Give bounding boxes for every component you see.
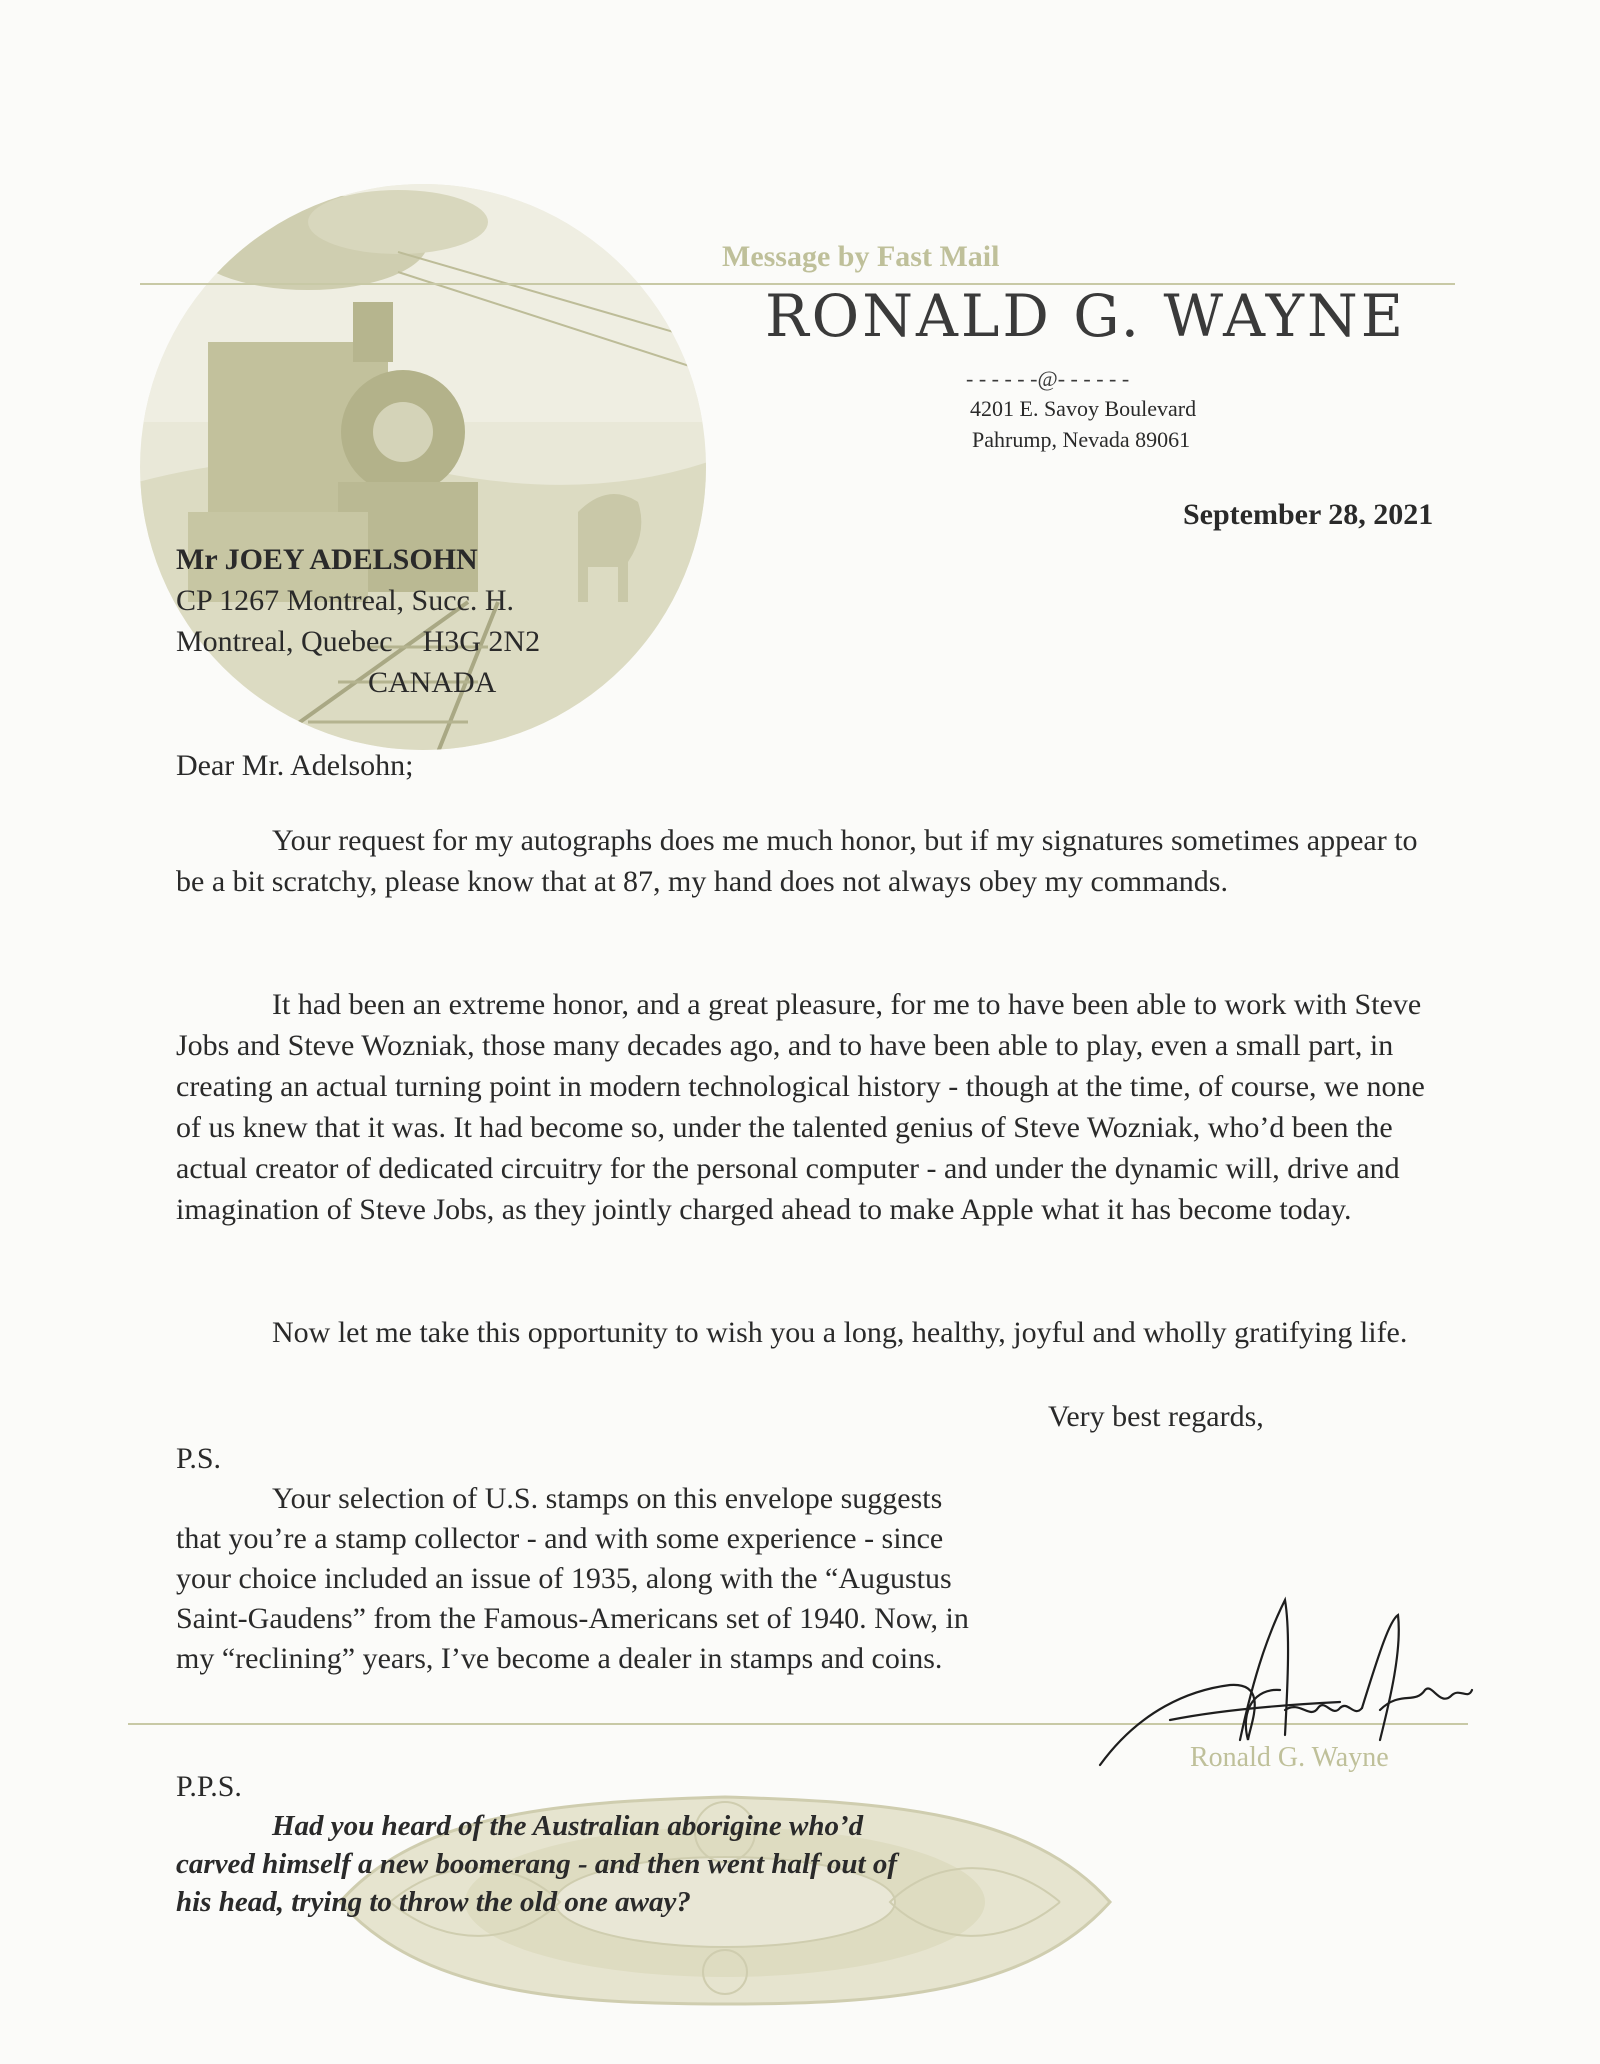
body-paragraph-2: It had been an extreme honor, and a great pleasure, for me to have been able to work with Steve Jobs and Steve Wozniak, those many decades ago, and to have been able to play, even a small part, in creating an actual turning point in modern technological history - though at the time, of course, we none of us knew that it was. It had become so, under the talented genius of Steve Wozniak, who’d been the actual creator of dedicated circuitry for the personal computer - and under the dynamic will, drive and imagination of Steve Jobs, as they jointly charged ahead to make Apple what it has become today. xyxy=(176,988,1425,1226)
letterhead-address-line1: 4201 E. Savoy Boulevard xyxy=(970,396,1197,421)
letterhead-address-line2: Pahrump, Nevada 89061 xyxy=(972,427,1191,452)
salutation: Dear Mr. Adelsohn; xyxy=(176,749,414,782)
letterhead-separator: - - - - - -@- - - - - - xyxy=(966,366,1130,391)
signature-printed-name: Ronald G. Wayne xyxy=(1190,1742,1389,1773)
ps-label: P.S. xyxy=(176,1442,222,1475)
letterhead-tagline: Message by Fast Mail xyxy=(722,240,1000,273)
closing: Very best regards, xyxy=(1048,1400,1264,1433)
pps-label: P.P.S. xyxy=(176,1770,242,1803)
recipient-address-line1: CP 1267 Montreal, Succ. H. xyxy=(176,584,515,617)
body-paragraph-3: Now let me take this opportunity to wish you a long, healthy, joyful and wholly gratifying life. xyxy=(272,1316,1408,1349)
recipient-address-line2: Montreal, Quebec H3G 2N2 xyxy=(176,625,541,658)
recipient-address-line3: CANADA xyxy=(368,666,497,699)
recipient-name: Mr JOEY ADELSOHN xyxy=(176,543,478,576)
pps-text: Had you heard of the Australian aborigine who’d carved himself a new boomerang - and then went half out of his head, trying to throw the old one away? xyxy=(176,1810,898,1918)
ps-text: Your selection of U.S. stamps on this envelope suggests that you’re a stamp collector - and with some experience - since your choice included an issue of 1935, along with the “Augustus Saint-Gaudens” from the Famous-Americans set of 1940. Now, in my “reclining” years, I’ve become a dealer in stamps and coins. xyxy=(176,1482,969,1675)
letterhead-name: RONALD G. WAYNE xyxy=(765,282,1407,350)
body-paragraph-1: Your request for my autographs does me much honor, but if my signatures sometimes appear to be a bit scratchy, please know that at 87, my hand does not always obey my commands. xyxy=(176,824,1418,898)
letter-date: September 28, 2021 xyxy=(1183,498,1434,531)
